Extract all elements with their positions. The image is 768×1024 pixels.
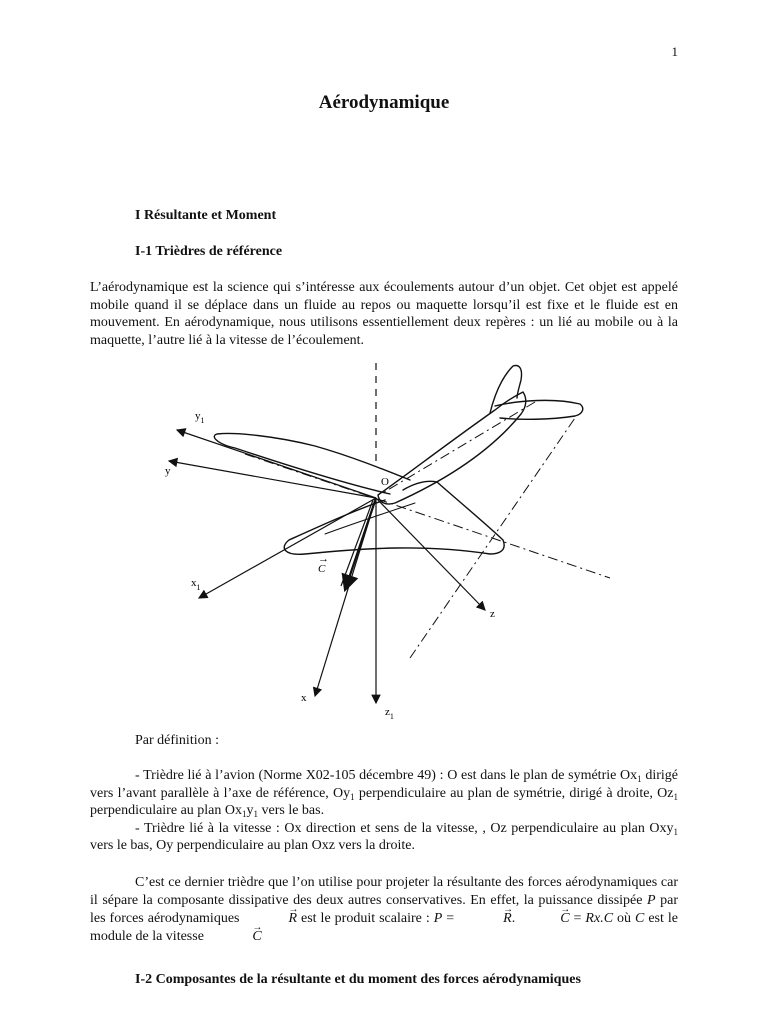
power-text: C’est ce dernier trièdre que l’on utilise pour projeter la résultante des forces aérodynamiques car il sépare la composante dissipative des deux autres conservatives. En effet, la puissance dissipée P par les forces aérodynamiques → R est le produit scalaire : P = → R.→ C = Rx.C où C est le module de la vitesse → C [90,874,678,946]
subsection-heading: I-1 Trièdres de référence [135,244,283,259]
right-wing [284,481,504,554]
label-x: x [301,692,307,704]
definition-velocity-trihedron: - Trièdre lié à la vitesse : Ox direction et sens de la vitesse, , Oz perpendiculaire au plan Oxy$_1$ vers le bas, Oy perpendiculaire au plan Oxz vers la droite. [90,820,678,853]
velocity-vector-c [345,498,376,590]
fuselage-outline [378,392,526,504]
definitions-block [90,767,678,855]
vector-arrow-c: → [318,553,329,565]
y1-axis [177,430,376,498]
label-y1: $y_1$ [195,410,205,425]
label-x1: $x_1$ [191,577,201,592]
label-y: y [165,465,171,477]
wing-axis-line [245,454,610,578]
intro-text: L’aérodynamique est la science qui s’intéresse aux écoulements autour d’un objet. Cet objet est appelé mobile quand il se déplace dans un fluide au repos ou maquette lorsqu’il est fixe et le fluide est en mouvement. En aérodynamique, nous utilisons essentiellement deux repères : un lié au mobile ou à la maquette, l’autre lié à la vitesse de l’écoulement. [90,280,678,348]
z-axis [376,498,485,610]
fuselage-axis-line [381,402,535,494]
intro-paragraph [90,279,678,349]
label-o: O [381,476,389,488]
y-axis [169,461,376,498]
airplane-axes-figure [155,358,635,723]
label-z1: $z_1$ [385,706,394,721]
subsection2-heading: I-2 Composantes de la résultante et du moment des forces aérodynamiques [135,972,581,987]
definition-aircraft-trihedron: - Trièdre lié à l’avion (Norme X02-105 décembre 49) : O est dans le plan de symétrie $Ox_1$ dirigé vers l’avant parallèle à l’axe de référence, $Oy_1$ perpendiculaire au plan de symétrie, dirigé à droite, $Oz_1$ perpendiculaire au plan $Ox_1y_1$ vers le bas. [90,768,678,819]
label-z: z [490,608,495,620]
horizontal-tail [495,400,583,419]
par-definition: Par définition : [135,733,219,748]
label-c: C [318,563,326,575]
power-paragraph [90,874,678,946]
section-heading: I Résultante et Moment [135,208,277,223]
page-title: Aérodynamique [318,92,450,113]
page-number: 1 [671,44,678,59]
